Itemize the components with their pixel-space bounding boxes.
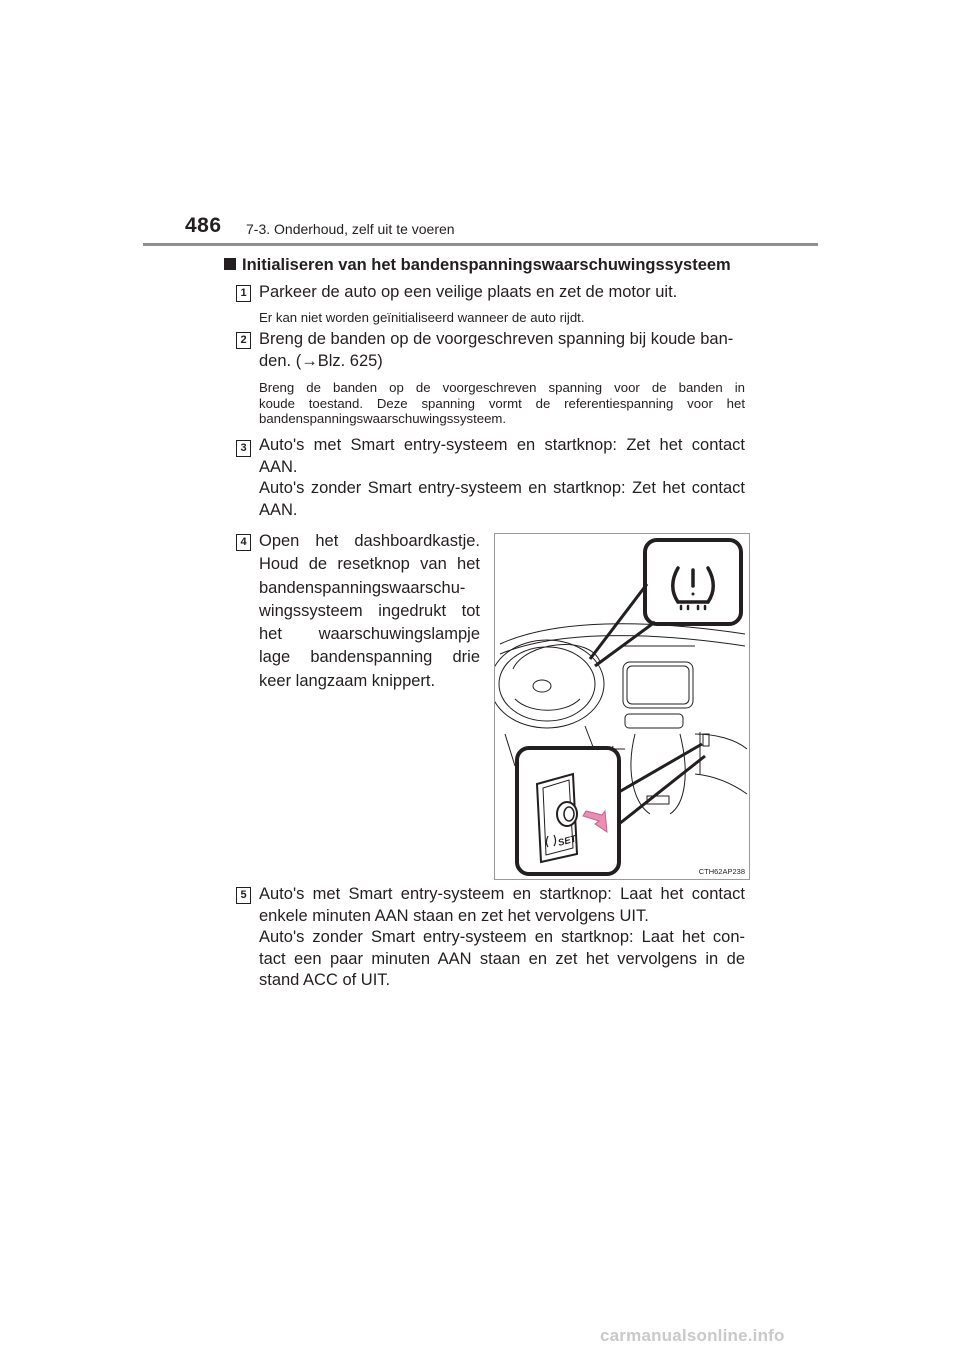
watermark: carmanualsonline.info <box>600 1326 785 1345</box>
step-1-note <box>259 310 745 326</box>
text-line: het waarschuwingslampje <box>259 625 480 644</box>
text-line: Auto's zonder Smart entry-systeem en startknop: Laat het con- <box>259 928 745 946</box>
step-1-text <box>259 282 745 304</box>
text-line: Auto's met Smart entry-systeem en startknop: Zet het contact <box>259 436 745 454</box>
text-line: bandenspanningswaarschu- <box>259 578 466 597</box>
section-title: Initialiseren van het bandenspanningswaarschuwingssysteem <box>242 256 731 274</box>
page-number: 486 <box>185 214 222 237</box>
step-5-text <box>259 884 745 992</box>
step-number-2: 2 <box>236 332 251 349</box>
text-line: wingssysteem ingedrukt tot <box>259 601 480 620</box>
bullet-square-icon <box>224 258 236 270</box>
step-number-4: 4 <box>236 534 251 551</box>
dashboard-illustration <box>494 533 750 880</box>
text-line: Auto's zonder Smart entry-systeem en startknop: Zet het contact <box>259 479 745 497</box>
step-3-text <box>259 435 745 521</box>
step-2-note <box>259 380 745 427</box>
header-rule <box>143 243 818 246</box>
text-line: AAN. <box>259 500 298 519</box>
text-line: Houd de resetknop van het <box>259 555 480 574</box>
text-line: enkele minuten AAN staan en zet het vervolgens UIT. <box>259 906 649 925</box>
text-line: Breng de banden op de voorgeschreven spanning bij koude ban- <box>259 330 734 348</box>
chapter-title: 7-3. Onderhoud, zelf uit te voeren <box>246 221 455 237</box>
text-line: den. (→Blz. 625) <box>259 351 383 370</box>
text-line: Parkeer de auto op een veilige plaats en zet de motor uit. <box>259 283 678 301</box>
note-line: Breng de banden op de voorgeschreven spanning voor de banden in <box>259 380 745 395</box>
text-line: lage bandenspanning drie <box>259 648 480 667</box>
figure-code: CTH62AP238 <box>698 867 745 876</box>
text-line: AAN. <box>259 457 298 476</box>
section-heading <box>224 256 764 275</box>
step-4-text <box>259 530 480 693</box>
text-line: Auto's met Smart entry-systeem en startknop: Laat het contact <box>259 885 745 903</box>
step-number-3: 3 <box>236 440 251 457</box>
note-line: bandenspanningswaarschuwingssysteem. <box>259 411 507 426</box>
step-2-text <box>259 329 745 372</box>
note-line: koude toestand. Deze spanning vormt de referentiespanning voor het <box>259 395 745 411</box>
note-line: Er kan niet worden geïnitialiseerd wanneer de auto rijdt. <box>259 310 585 325</box>
step-number-1: 1 <box>236 285 251 302</box>
set-button-label: SET <box>556 833 578 849</box>
dashboard-drawing <box>495 534 751 881</box>
step-number-5: 5 <box>236 887 251 904</box>
text-line: Open het dashboardkastje. <box>259 532 480 550</box>
tpms-reset-button-icon <box>537 774 577 862</box>
text-line: stand ACC of UIT. <box>259 971 391 989</box>
text-line: keer langzaam knippert. <box>259 671 436 690</box>
text-line: tact een paar minuten AAN staan en zet het vervolgens in de <box>259 949 745 968</box>
